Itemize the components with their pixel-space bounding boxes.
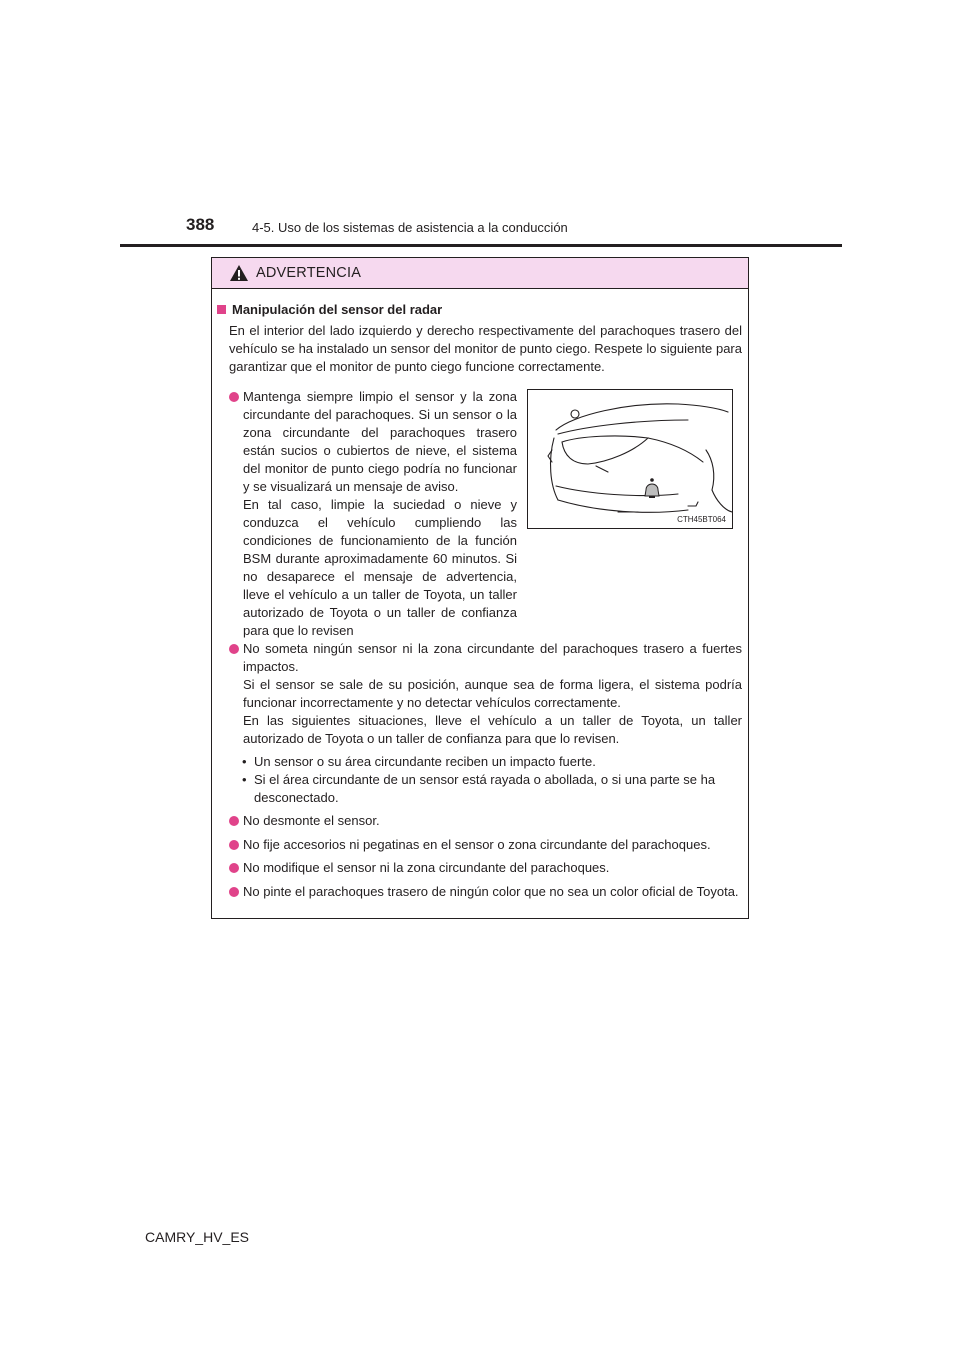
sub-bullet-mark: • bbox=[242, 754, 247, 769]
bullet-dot-icon bbox=[229, 840, 239, 850]
bullet-no-disassemble bbox=[229, 812, 742, 830]
bullet-dot-icon bbox=[229, 816, 239, 826]
sub-item-text: Si el área circundante de un sensor está rayada o abollada, o si una parte se ha desconectado. bbox=[254, 772, 716, 805]
bullet-text: Mantenga siempre limpio el sensor y la zona circundante del parachoques. Si un sensor o la zona circundante del parachoques trasero están sucios o cubiertos de nieve, el sistema del monitor de punto ciego podría no funcionar y se visualizará un mensaje de aviso. bbox=[243, 389, 517, 494]
sub-bullet-mark: • bbox=[242, 772, 247, 787]
sub-item bbox=[242, 753, 742, 771]
bullet-no-accessories bbox=[229, 836, 742, 854]
bullet-no-modify bbox=[229, 859, 742, 877]
section-title: 4-5. Uso de los sistemas de asistencia a la conducción bbox=[252, 220, 568, 235]
sub-item-text: Un sensor o su área circundante reciben un impacto fuerte. bbox=[254, 754, 596, 769]
warning-heading bbox=[217, 301, 742, 319]
figure-code: CTH45BT064 bbox=[677, 515, 726, 524]
bullet-dot-icon bbox=[229, 863, 239, 873]
warning-heading-text: Manipulación del sensor del radar bbox=[232, 302, 443, 317]
bullet-text: No someta ningún sensor ni la zona circundante del parachoques trasero a fuertes impactos. bbox=[243, 641, 742, 674]
warning-box bbox=[211, 257, 749, 919]
bullet-clean-sensor bbox=[229, 388, 517, 640]
warning-label: ADVERTENCIA bbox=[256, 265, 362, 281]
header-rule bbox=[120, 244, 842, 247]
warning-triangle-icon bbox=[229, 264, 249, 282]
warning-intro: En el interior del lado izquierdo y derecho respectivamente del parachoques trasero del vehículo se ha instalado un sensor del monitor de punto ciego. Respete lo siguiente para garantizar que el monitor de punto ciego funcione correctamente. bbox=[229, 323, 742, 374]
bullet-dot-icon bbox=[229, 644, 239, 654]
bullet-text: Si el sensor se sale de su posición, aunque sea de forma ligera, el sistema podría funcionar incorrectamente y no detectar vehículos correctamente. bbox=[243, 677, 742, 710]
rear-bumper-sensor-figure bbox=[527, 389, 733, 529]
bullet-dot-icon bbox=[229, 392, 239, 402]
bullet-text: No fije accesorios ni pegatinas en el sensor o zona circundante del parachoques. bbox=[243, 837, 711, 852]
rear-bumper-illustration bbox=[528, 390, 732, 528]
bullet-dot-icon bbox=[229, 887, 239, 897]
bullet-text: No pinte el parachoques trasero de ningún color que no sea un color oficial de Toyota. bbox=[243, 884, 739, 899]
warning-header bbox=[212, 258, 748, 289]
bullet-text: En las siguientes situaciones, lleve el vehículo a un taller de Toyota, un taller autorizado de Toyota o un taller de confianza para que lo revisen. bbox=[243, 713, 742, 746]
bullet-no-paint bbox=[229, 883, 742, 901]
square-bullet-icon bbox=[217, 305, 226, 314]
bullet-text: No desmonte el sensor. bbox=[243, 813, 380, 828]
footer-code: CAMRY_HV_ES bbox=[145, 1229, 250, 1245]
bullet-text: No modifique el sensor ni la zona circundante del parachoques. bbox=[243, 860, 610, 875]
sub-item bbox=[242, 771, 742, 807]
page-number: 388 bbox=[186, 215, 215, 234]
bullet-no-impacts bbox=[229, 640, 742, 748]
bullet-text: En tal caso, limpie la suciedad o nieve y conduzca el vehículo cumpliendo las condiciones de funcionamiento de la función BSM durante aproximadamente 60 minutos. Si no desaparece el mensaje de advertencia, lleve el vehículo a un taller de Toyota, un taller autorizado de Toyota o un taller de confianza para que lo revisen bbox=[243, 497, 517, 638]
radar-sensor-icon bbox=[645, 478, 659, 498]
